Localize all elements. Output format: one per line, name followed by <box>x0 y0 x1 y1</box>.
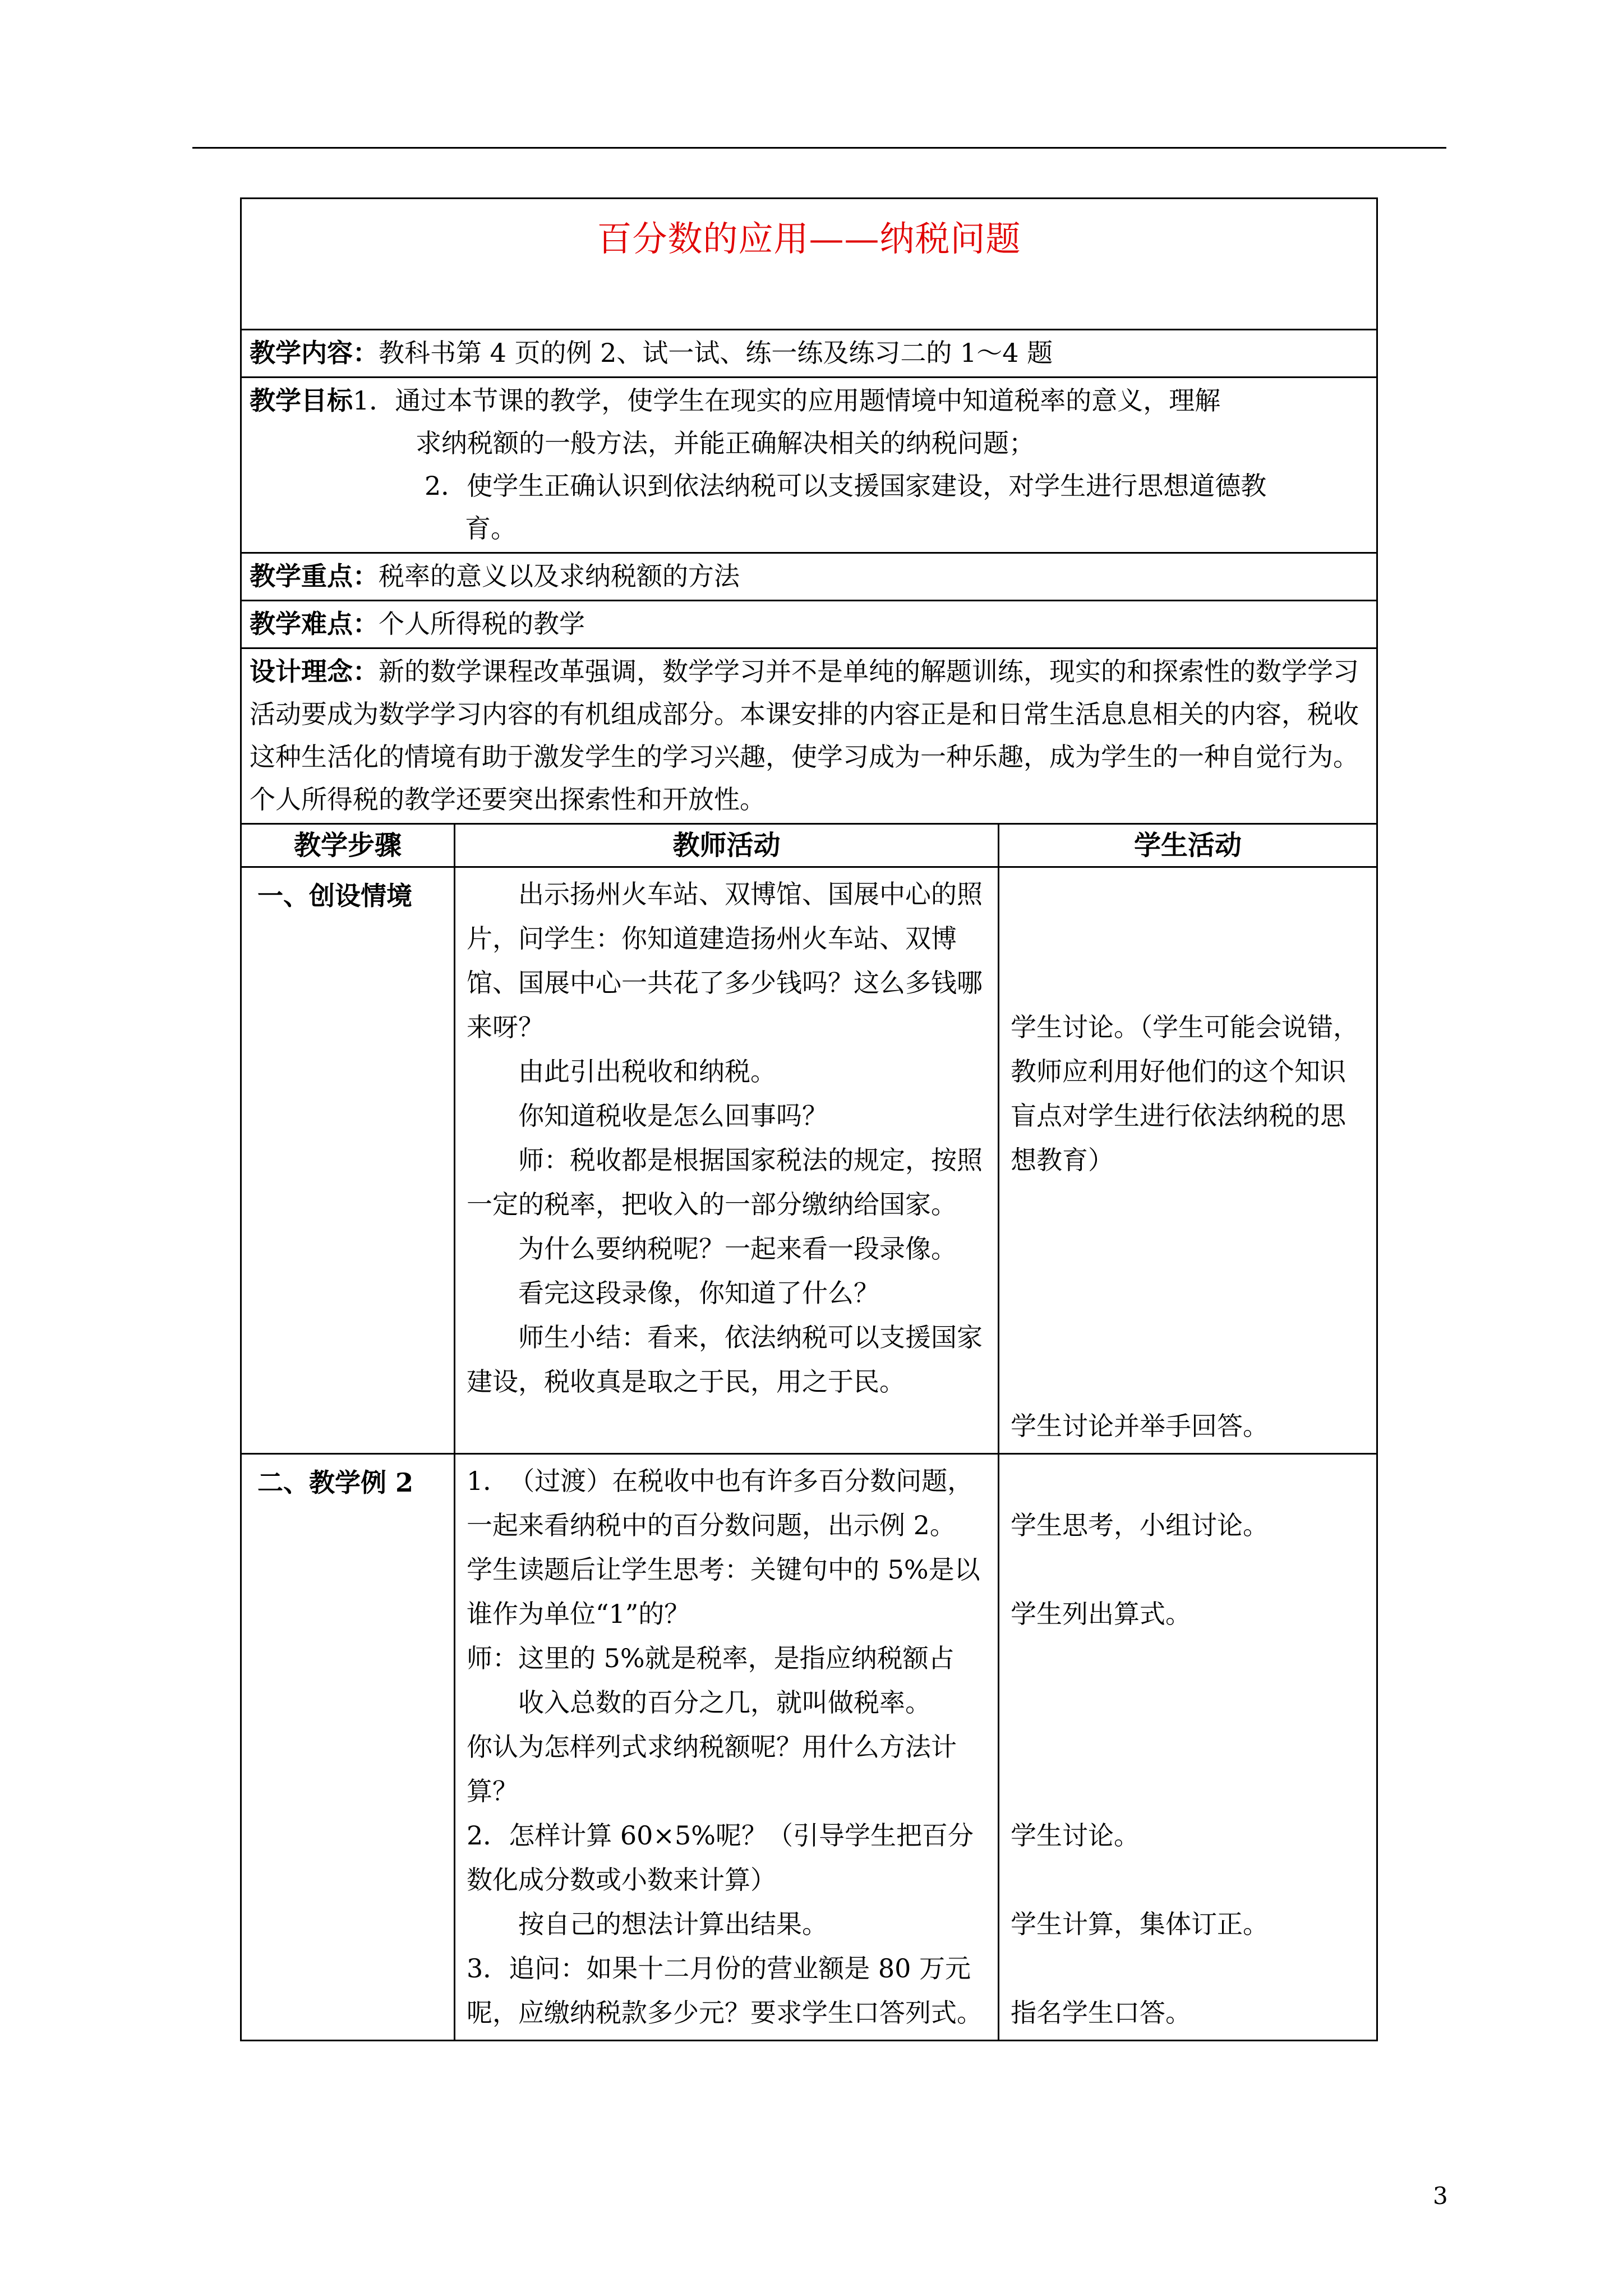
step-2-teacher-para-5: 你认为怎样列式求纳税额呢？用什么方法计算？ <box>467 1732 957 1806</box>
page-title: 百分数的应用——纳税问题 <box>597 218 1021 259</box>
step-1-student-para-1: 学生讨论。（学生可能会说错，教师应利用好他们的这个知识盲点对学生进行依法纳税的思想教育） <box>1011 1012 1359 1175</box>
goal-item-1-text: 1．通过本节课的教学，使学生在现实的应用题情境中知道税率的意义，理解 <box>353 385 1221 416</box>
content-label: 教学内容： <box>250 338 379 368</box>
difficulty-cell <box>241 601 1377 648</box>
step-2-teacher-para-1: 1． （过渡）在税收中也有许多百分数问题，一起来看纳税中的百分数问题，出示例 2。 <box>467 1466 974 1540</box>
key-point-label: 教学重点： <box>250 561 379 591</box>
step-1-student-para-2: 学生讨论并举手回答。 <box>1011 1411 1269 1441</box>
concept-cell <box>241 648 1377 824</box>
goals-row <box>241 378 1377 553</box>
difficulty-label: 教学难点： <box>250 609 379 639</box>
content-cell <box>241 330 1377 378</box>
step-1-teacher-para-2: 由此引出税收和纳税。 <box>518 1056 776 1087</box>
concept-row <box>241 648 1377 824</box>
step-2-row <box>241 1454 1377 2041</box>
difficulty-text: 个人所得税的教学 <box>379 609 585 639</box>
step-1-name: 一、创设情境 <box>241 867 455 1454</box>
goals-label: 教学目标 <box>250 385 353 416</box>
goal-item-2-line-1: 2．使学生正确认识到依法纳税可以支援国家建设，对学生进行思想道德教 <box>425 471 1267 501</box>
step-1-row <box>241 867 1377 1454</box>
goal-item-1-line-2: 求纳税额的一般方法，并能正确解决相关的纳税问题； <box>416 428 1035 458</box>
step-1-teacher-para-3: 你知道税收是怎么回事吗？ <box>518 1101 828 1131</box>
goal-item-2-line-2: 育。 <box>465 513 517 544</box>
step-2-student-para-2: 学生列出算式。 <box>1011 1599 1191 1629</box>
step-2-student-activity <box>999 1454 1377 2041</box>
column-header-steps: 教学步骤 <box>241 824 455 867</box>
goal-item-1-line-1 <box>250 379 1368 422</box>
step-2-student-para-4: 学生计算，集体订正。 <box>1011 1909 1269 1939</box>
step-2-student-para-1: 学生思考，小组讨论。 <box>1011 1510 1269 1540</box>
step-1-teacher-activity <box>455 867 999 1454</box>
content-row <box>241 330 1377 378</box>
step-1-teacher-para-4: 师：税收都是根据国家税法的规定，按照一定的税率，把收入的一部分缴纳给国家。 <box>467 1145 983 1220</box>
step-2-teacher-para-4: 收入总数的百分之几，就叫做税率。 <box>518 1687 931 1718</box>
step-2-teacher-para-3: 师：这里的 5%就是税率，是指应纳税额占 <box>467 1643 955 1673</box>
step-1-teacher-para-1: 出示扬州火车站、双博馆、国展中心的照片，问学生：你知道建造扬州火车站、双博馆、国展中心一共花了多少钱吗？这么多钱哪来呀？ <box>467 879 983 1042</box>
key-point-cell <box>241 553 1377 601</box>
step-2-teacher-para-7: 按自己的想法计算出结果。 <box>518 1909 828 1939</box>
step-2-teacher-para-6: 2．怎样计算 60×5%呢？（引导学生把百分数化成分数或小数来计算） <box>467 1820 974 1895</box>
header-rule <box>192 147 1446 149</box>
concept-text: 新的数学课程改革强调，数学学习并不是单纯的解题训练，现实的和探索性的数学学习活动要成为数学学习内容的有机组成部分。本课安排的内容正是和日常生活息息相关的内容，税收这种生活化的情境有助于激发学生的学习兴趣，使学习成为一种乐趣，成为学生的一种自觉行为。个人所得税的教学还要突出探索性和开放性。 <box>250 656 1359 815</box>
content-text: 教科书第 4 页的例 2、试一试、练一练及练习二的 1～4 题 <box>379 338 1053 368</box>
step-2-teacher-para-8: 3．追问：如果十二月份的营业额是 80 万元呢，应缴纳税款多少元？要求学生口答列式。 <box>467 1953 983 2028</box>
step-2-teacher-para-2: 学生读题后让学生思考：关键句中的 5%是以谁作为单位“1”的？ <box>467 1554 980 1629</box>
concept-label: 设计理念： <box>250 656 379 687</box>
column-header-row <box>241 824 1377 867</box>
title-cell <box>241 199 1377 330</box>
step-1-teacher-para-5: 为什么要纳税呢？一起来看一段录像。 <box>518 1234 957 1264</box>
key-point-row <box>241 553 1377 601</box>
page-number: 3 <box>1433 2182 1448 2210</box>
step-2-teacher-activity <box>455 1454 999 2041</box>
column-header-teacher: 教师活动 <box>455 824 999 867</box>
step-1-teacher-para-6: 看完这段录像，你知道了什么？ <box>518 1278 879 1308</box>
step-2-name: 二、教学例 2 <box>241 1454 455 2041</box>
step-2-student-para-5: 指名学生口答。 <box>1011 1998 1191 2028</box>
step-2-student-para-3: 学生讨论。 <box>1011 1820 1140 1851</box>
goals-cell <box>241 378 1377 553</box>
step-1-student-activity <box>999 867 1377 1454</box>
difficulty-row <box>241 601 1377 648</box>
key-point-text: 税率的意义以及求纳税额的方法 <box>379 561 740 591</box>
column-header-student: 学生活动 <box>999 824 1377 867</box>
step-1-teacher-para-7: 师生小结：看来，依法纳税可以支援国家建设，税收真是取之于民，用之于民。 <box>467 1322 983 1397</box>
title-row <box>241 199 1377 330</box>
lesson-plan-table <box>240 197 1378 2041</box>
